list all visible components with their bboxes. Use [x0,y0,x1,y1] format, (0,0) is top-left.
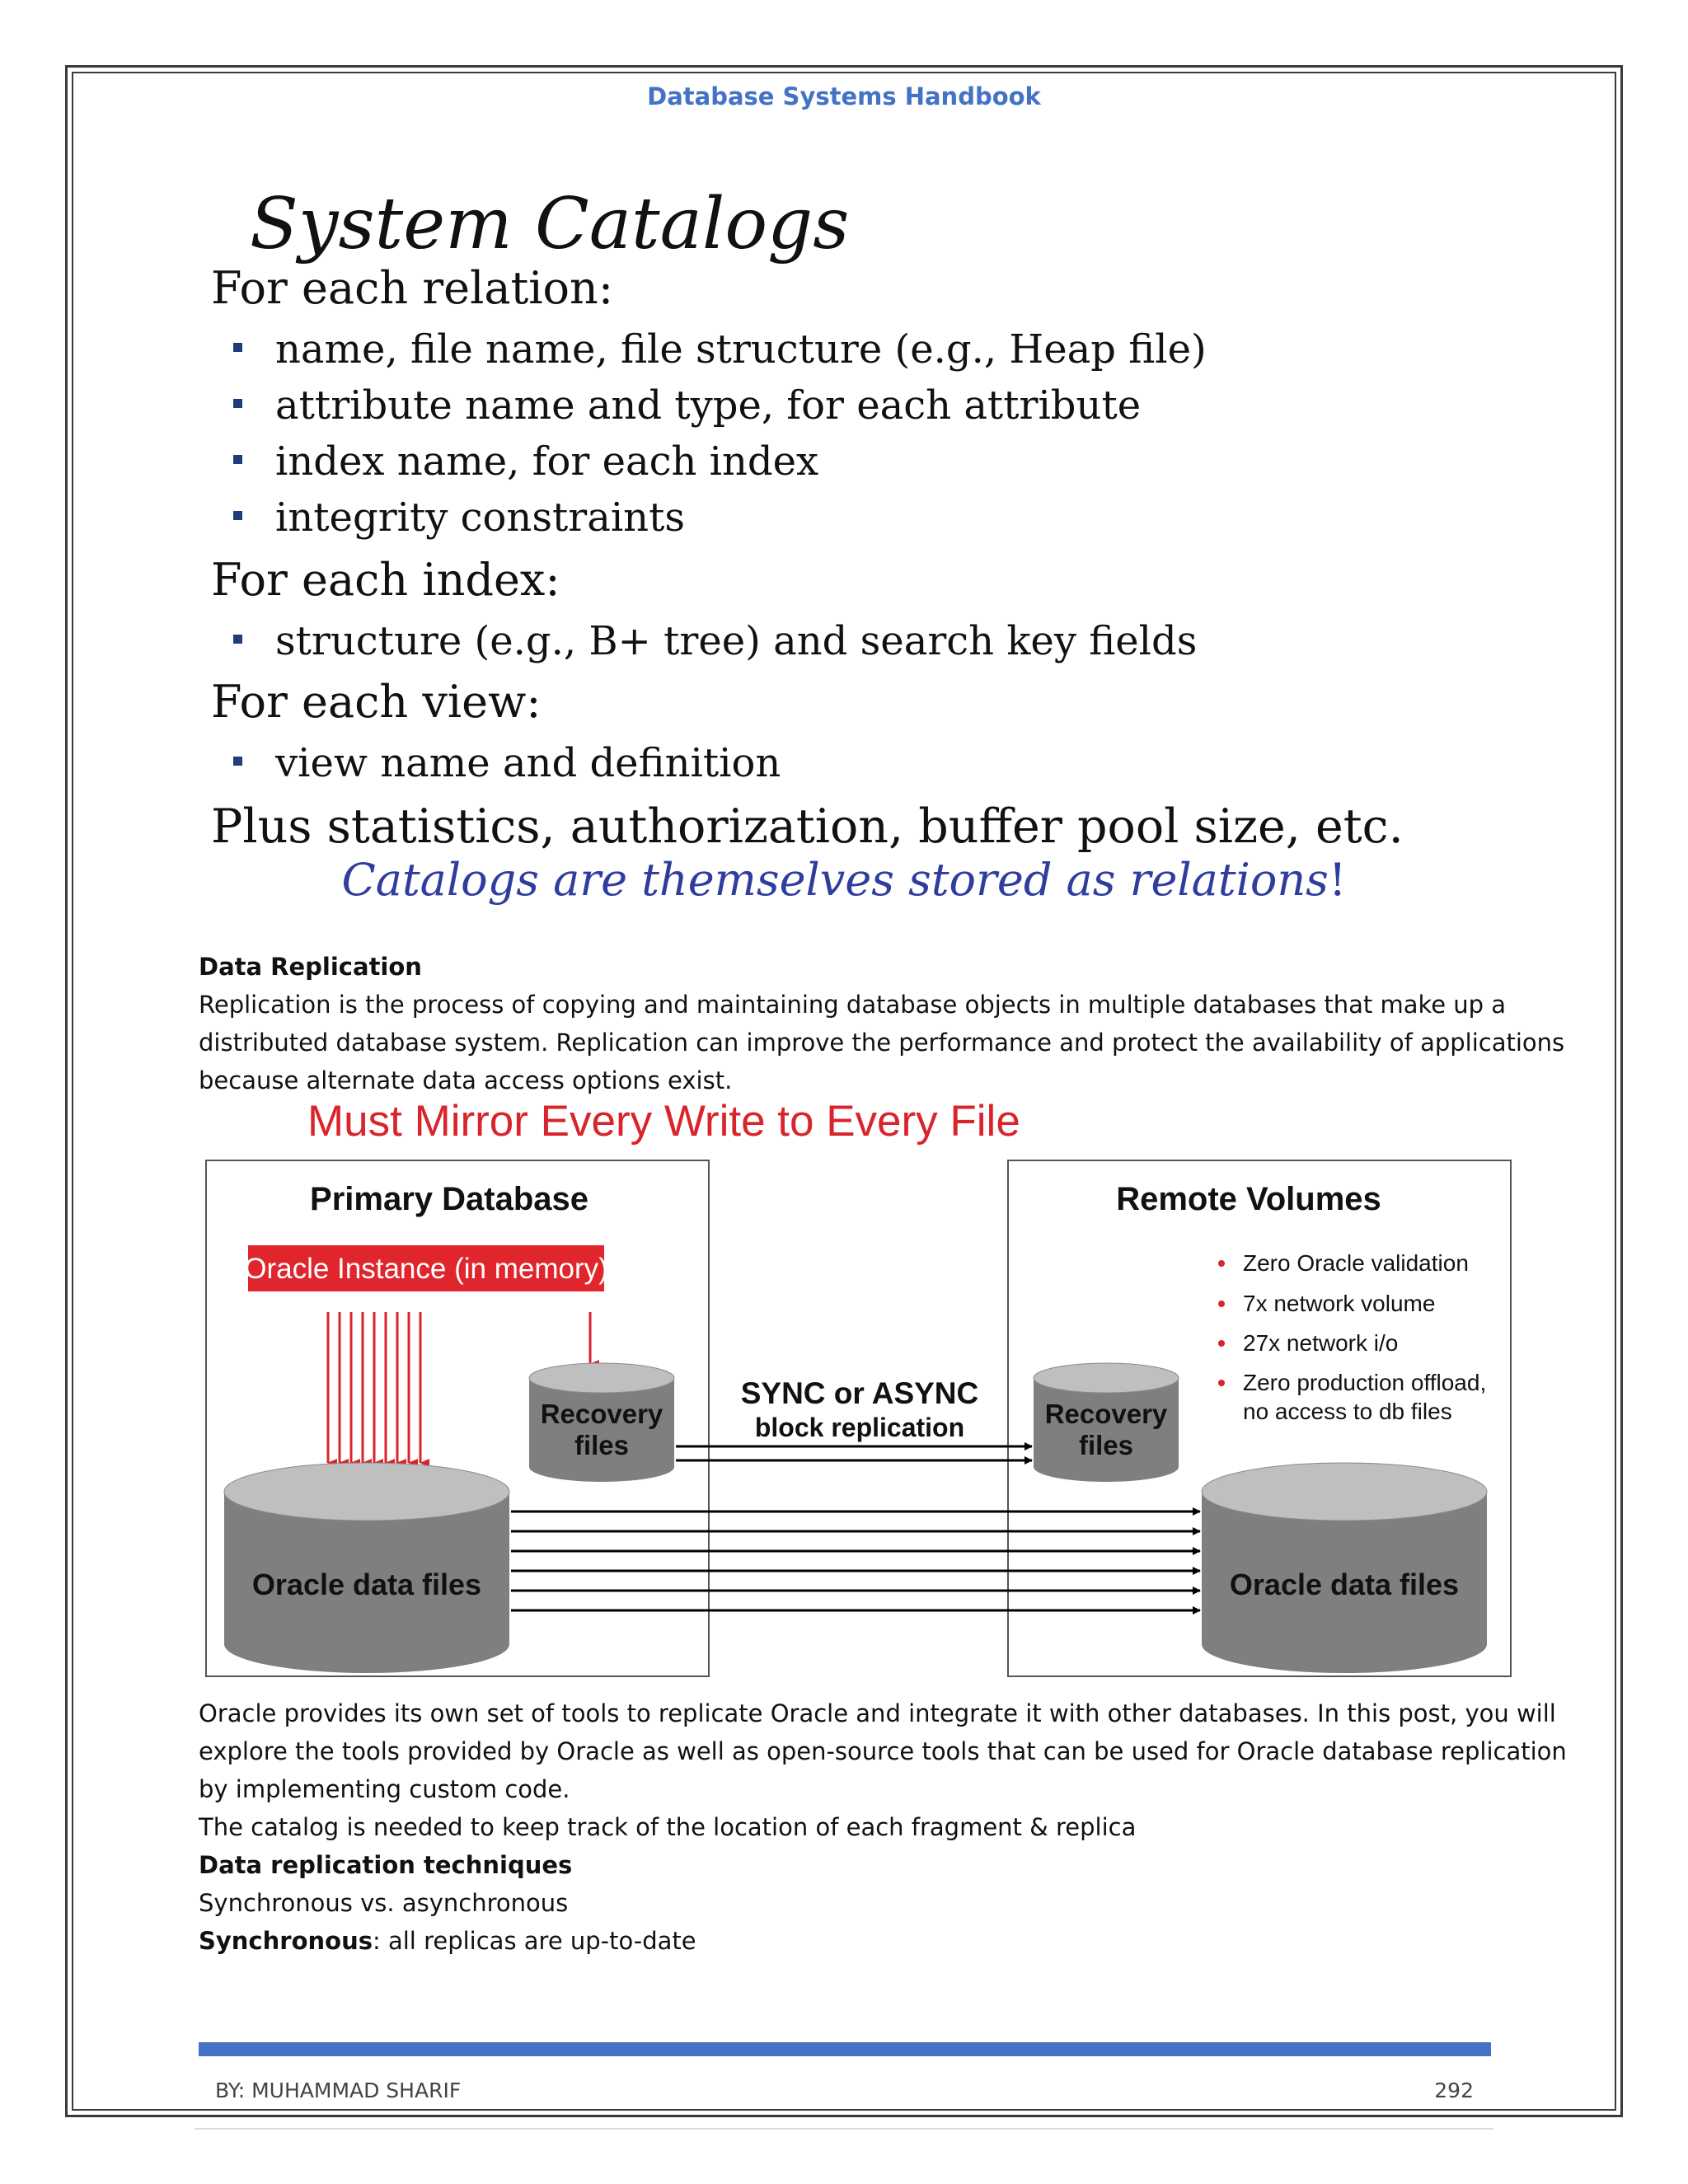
view-item: view name and definition [233,740,781,786]
svg-text:Oracle data files: Oracle data files [1229,1568,1460,1601]
svg-text:Recovery: Recovery [1044,1399,1168,1429]
remote-bullet: Zero production offload, [1243,1370,1487,1395]
sync-vs-async-line: Synchronous vs. asynchronous [199,1889,569,1917]
remote-oracle-data-files-cylinder [1202,1463,1487,1673]
sync-sublabel: block replication [754,1413,965,1442]
plus-statistics-line: Plus statistics, authorization, buffer pool size, etc. [211,799,1404,854]
bullet-square-icon [233,635,242,644]
view-heading: For each view: [211,676,542,728]
bottom-divider [195,2128,1493,2130]
index-item: structure (e.g., B+ tree) and search key fields [233,618,1197,664]
svg-text:files: files [574,1430,630,1460]
oracle-instance-label: Oracle Instance (in memory) [244,1253,608,1285]
bullet-square-icon [233,343,242,352]
sync-label: SYNC or ASYNC [740,1376,979,1410]
bullet-square-icon [233,757,242,766]
replication-diagram [202,1154,1512,1681]
footer-author: BY: MUHAMMAD SHARIF [215,2079,462,2102]
remote-bullet: 7x network volume [1243,1291,1436,1316]
svg-text:Oracle data files: Oracle data files [251,1568,482,1601]
relation-item: attribute name and type, for each attribute [233,382,1141,429]
bullet-square-icon [233,399,242,408]
catalog-note: Catalogs are themselves stored as relations! [341,854,1347,906]
paragraph-line: The catalog is needed to keep track of the location of each fragment & replica [199,1813,1137,1841]
page-number: 292 [1434,2079,1474,2102]
running-header: Database Systems Handbook [647,82,1041,110]
index-heading: For each index: [211,554,560,606]
remote-bullet-continuation: no access to db files [1243,1399,1452,1424]
primary-oracle-data-files-cylinder [224,1463,509,1673]
relation-item: integrity constraints [233,494,685,541]
data-replication-heading: Data Replication [199,953,422,981]
bullet-square-icon [233,511,242,520]
slide-title: System Catalogs [250,183,850,265]
svg-text:Recovery: Recovery [540,1399,663,1429]
paragraph-line: distributed database system. Replication can improve the performance and protect the availability of applications [199,1029,1565,1057]
remote-volumes-title: Remote Volumes [1116,1181,1381,1217]
primary-recovery-files-cylinder [529,1363,674,1482]
svg-text:files: files [1078,1430,1134,1460]
remote-bullet: Zero Oracle validation [1243,1250,1469,1276]
paragraph-line: because alternate data access options exist. [199,1066,733,1094]
relation-item: name, file name, file structure (e.g., Heap file) [233,326,1207,373]
diagram-title: Must Mirror Every Write to Every File [307,1097,1020,1146]
recovery-replication-arrows [676,1446,1032,1460]
remote-recovery-files-cylinder [1034,1363,1179,1482]
footer-rule [199,2042,1491,2056]
synchronous-definition: Synchronous: all replicas are up-to-date [199,1927,696,1955]
relation-heading: For each relation: [211,262,614,314]
relation-item: index name, for each index [233,438,818,485]
bullet-square-icon [233,455,242,464]
primary-database-title: Primary Database [310,1181,588,1217]
paragraph-line: explore the tools provided by Oracle as well as open-source tools that can be used for Oracle database replication [199,1737,1567,1765]
paragraph-line: Oracle provides its own set of tools to replicate Oracle and integrate it with other databases. In this post, you will [199,1699,1556,1727]
paragraph-line: by implementing custom code. [199,1775,570,1803]
paragraph-line: Replication is the process of copying and maintaining database objects in multiple databases that make up a [199,991,1507,1019]
techniques-heading: Data replication techniques [199,1851,573,1879]
remote-bullet: 27x network i/o [1243,1330,1399,1356]
